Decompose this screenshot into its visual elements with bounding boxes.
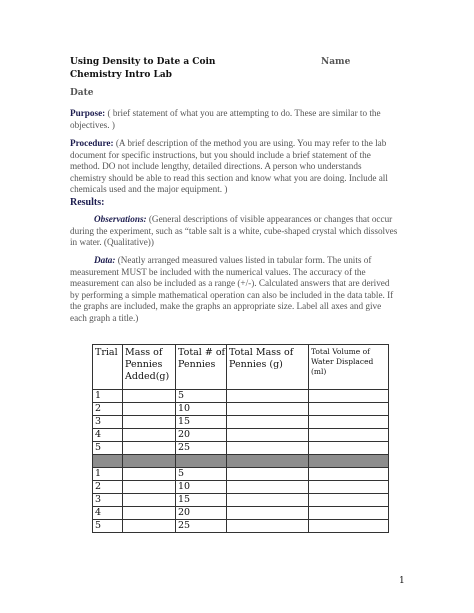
header-total-number: Total # of Pennies — [176, 345, 227, 390]
trial-cell: 4 — [93, 507, 123, 520]
trial-cell: 1 — [93, 390, 123, 403]
table-cell — [227, 429, 309, 442]
table-row — [93, 416, 389, 429]
table-cell — [227, 507, 309, 520]
table-cell — [309, 507, 389, 520]
table-cell — [123, 442, 176, 455]
data-table — [92, 344, 389, 533]
results-heading: Results: — [70, 197, 105, 208]
table-cell — [309, 520, 389, 533]
observations-label: Observations: — [94, 214, 147, 224]
separator-cell — [176, 455, 227, 468]
table-cell — [227, 403, 309, 416]
pennies-cell: 10 — [176, 403, 227, 416]
trial-cell: 3 — [93, 416, 123, 429]
table-row — [93, 429, 389, 442]
table-row — [93, 494, 389, 507]
trial-cell: 4 — [93, 429, 123, 442]
data-section — [70, 255, 400, 324]
separator-cell — [93, 455, 123, 468]
trial-cell: 3 — [93, 494, 123, 507]
separator-cell — [227, 455, 309, 468]
pennies-cell: 5 — [176, 468, 227, 481]
trial-cell: 2 — [93, 403, 123, 416]
procedure-label: Procedure: — [70, 138, 114, 148]
pennies-cell: 20 — [176, 429, 227, 442]
trial-cell: 5 — [93, 520, 123, 533]
header-mass-added: Mass of Pennies Added(g) — [123, 345, 176, 390]
pennies-cell: 5 — [176, 390, 227, 403]
purpose-section — [70, 108, 400, 131]
table-cell — [227, 390, 309, 403]
table-row — [93, 390, 389, 403]
table-row — [93, 403, 389, 416]
table-cell — [123, 520, 176, 533]
table-cell — [227, 494, 309, 507]
table-cell — [309, 494, 389, 507]
table-cell — [309, 442, 389, 455]
table-cell — [227, 468, 309, 481]
procedure-text: (A brief description of the method you are using. You may refer to the lab document for specific instructions, but you should include a brief statement of the method. DO not include lengthy, detailed directions. A person who understands chemistry should be able to read this section and know what you are doing. Include all chemicals used and the major equipment. ) — [70, 138, 388, 194]
table-cell — [123, 429, 176, 442]
page-number: 1 — [399, 576, 405, 586]
table-row — [93, 481, 389, 494]
pennies-cell: 25 — [176, 442, 227, 455]
table-cell — [309, 429, 389, 442]
table-cell — [309, 481, 389, 494]
data-label: Data: — [94, 255, 116, 265]
table-cell — [309, 390, 389, 403]
separator-cell — [309, 455, 389, 468]
purpose-label: Purpose: — [70, 108, 106, 118]
table-cell — [227, 442, 309, 455]
data-text: (Neatly arranged measured values listed in tabular form. The units of measurement MUST be included with the numerical values. The accuracy of the measurement can also be included as a range (+/-). Calculated answers that are derived by performing a simple mathematical operation can also be included in the data table. If the graphs are included, make the graphs an appropriate size. Label all axes and give each graph a title.) — [70, 255, 394, 323]
date-label: Date — [70, 88, 94, 98]
separator-row — [93, 455, 389, 468]
table-cell — [309, 403, 389, 416]
observations-text: (General descriptions of visible appearances or changes that occur during the experiment, such as “table salt is a white, cube-shaped crystal which dissolves in water. (Qualitative)) — [70, 214, 398, 247]
header-total-mass: Total Mass of Pennies (g) — [227, 345, 309, 390]
pennies-cell: 10 — [176, 481, 227, 494]
table-cell — [227, 520, 309, 533]
trial-cell: 5 — [93, 442, 123, 455]
observations-section — [70, 214, 400, 249]
procedure-section — [70, 138, 400, 196]
table-cell — [123, 468, 176, 481]
header-water-displaced: Total Volume of Water Displaced (ml) — [309, 345, 389, 390]
purpose-text: ( brief statement of what you are attempting to do. These are similar to the objectives. ) — [70, 108, 381, 130]
pennies-cell: 15 — [176, 494, 227, 507]
table-row — [93, 520, 389, 533]
table-row — [93, 468, 389, 481]
table-cell — [123, 390, 176, 403]
pennies-cell: 20 — [176, 507, 227, 520]
table-header-row — [93, 345, 389, 390]
trial-cell: 1 — [93, 468, 123, 481]
table-cell — [123, 416, 176, 429]
separator-cell — [123, 455, 176, 468]
document-title: Using Density to Date a Coin — [70, 57, 216, 67]
table-cell — [227, 481, 309, 494]
table-cell — [227, 416, 309, 429]
table-cell — [309, 468, 389, 481]
table-row — [93, 442, 389, 455]
table-cell — [309, 416, 389, 429]
table-cell — [123, 403, 176, 416]
document-subtitle: Chemistry Intro Lab — [70, 70, 172, 80]
trial-cell: 2 — [93, 481, 123, 494]
table-cell — [123, 507, 176, 520]
table-cell — [123, 494, 176, 507]
header-trial: Trial — [93, 345, 123, 390]
table-row — [93, 507, 389, 520]
table-cell — [123, 481, 176, 494]
pennies-cell: 15 — [176, 416, 227, 429]
pennies-cell: 25 — [176, 520, 227, 533]
name-label: Name — [321, 57, 351, 67]
